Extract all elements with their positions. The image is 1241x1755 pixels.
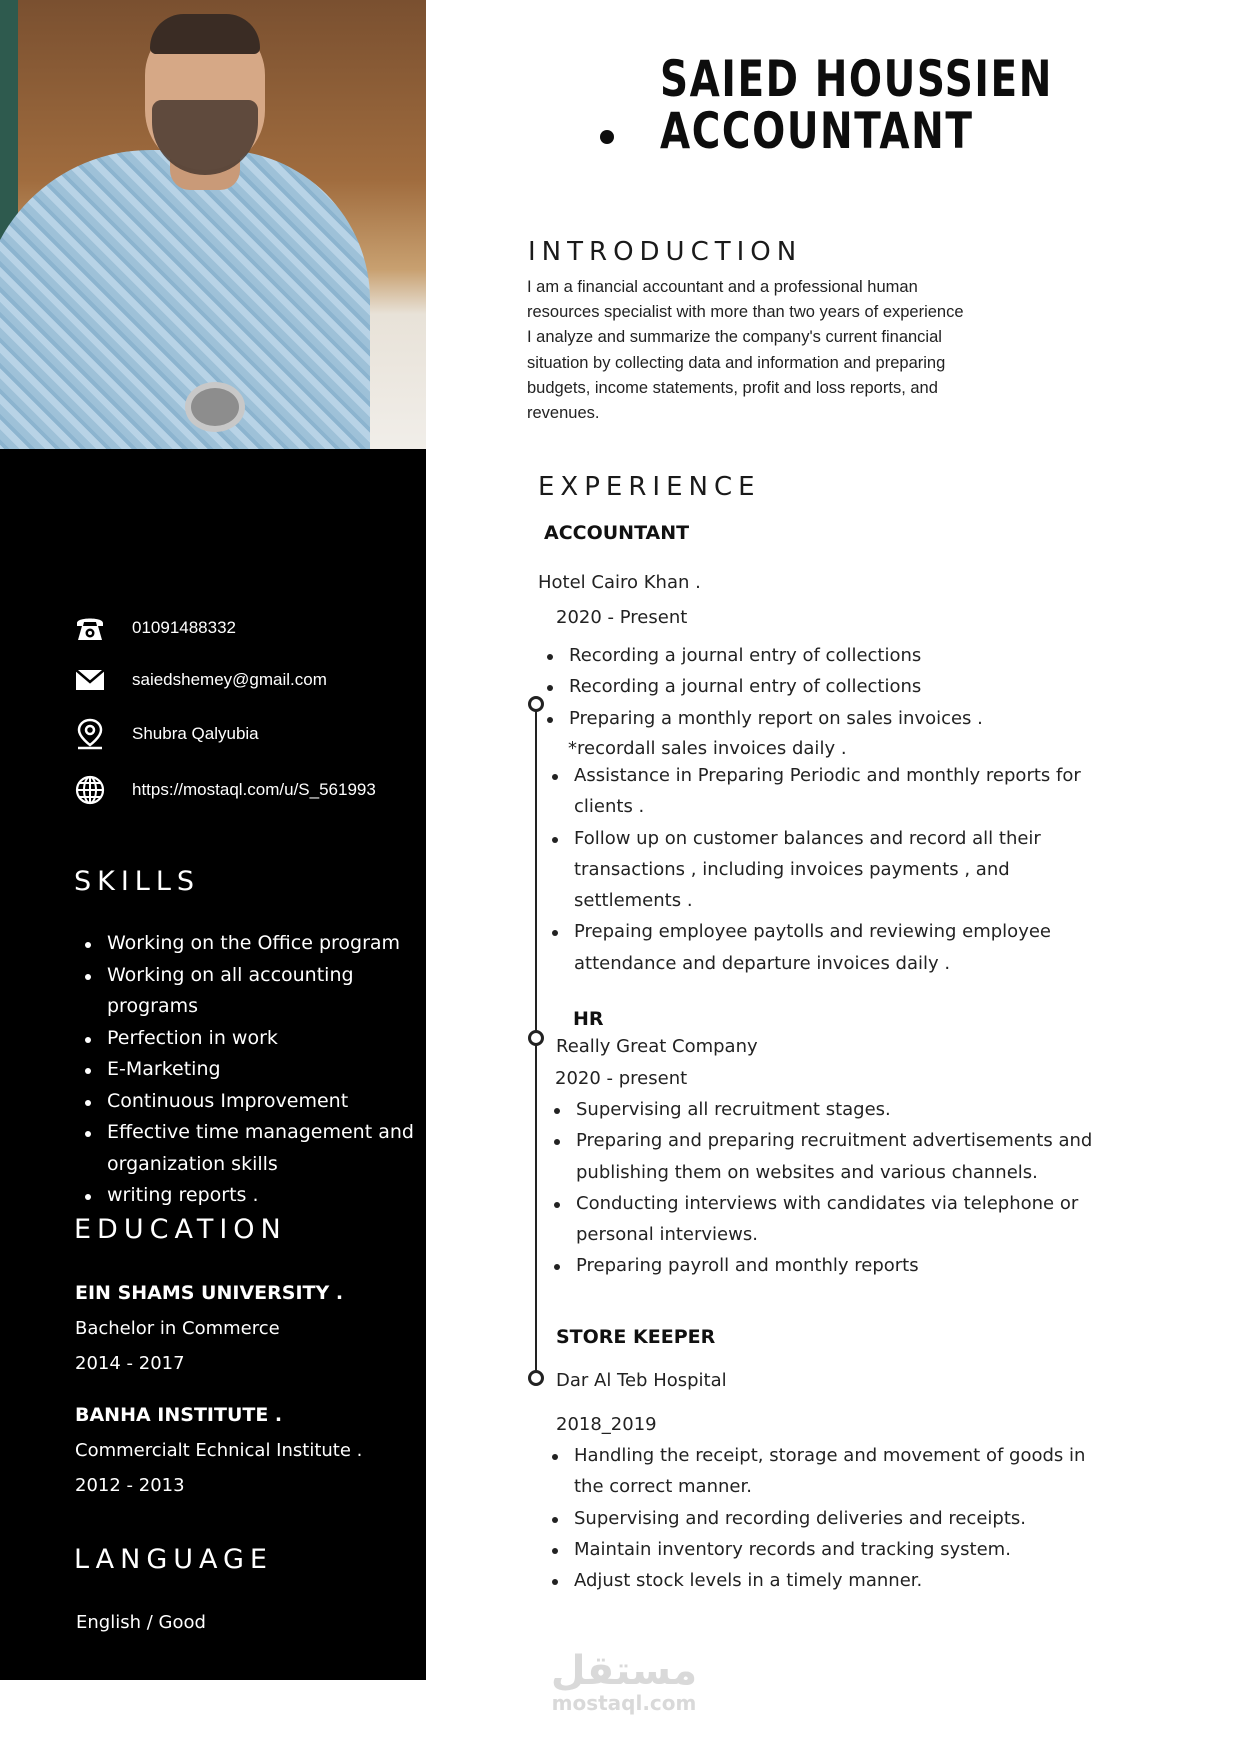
person-name: SAIED HOUSSIEN [660,50,1053,108]
contact-website [74,774,376,806]
contact-location [74,718,259,750]
phone-number[interactable]: 01091488332 [132,618,237,637]
job-title: HR [573,1008,604,1030]
education-entry [75,1404,362,1496]
list-item: Working on the Office program [82,928,422,960]
skills-list [82,928,422,1212]
job-title-row [600,102,1062,160]
job-dates: 2018_2019 [556,1414,657,1435]
language-heading: LANGUAGE [74,1544,273,1575]
email-address[interactable]: saiedshemey@gmail.com [132,670,327,689]
bullet-dot [600,130,614,144]
school-name: EIN SHAMS UNIVERSITY . [75,1282,344,1304]
profile-photo [0,0,426,449]
timeline-node [528,1370,544,1386]
list-item: E-Marketing [82,1054,422,1086]
job-title: ACCOUNTANT [660,102,974,160]
list-item: Supervising all recruitment stages. [552,1094,1122,1125]
introduction-heading: INTRODUCTION [528,237,803,267]
list-item: Supervising and recording deliveries and receipts. [550,1503,1110,1534]
degree: Commercialt Echnical Institute . [75,1440,363,1461]
skills-heading: SKILLS [74,866,201,897]
job-duties [545,640,1015,734]
mostaql-watermark [548,1650,700,1714]
website-link[interactable]: https://mostaql.com/u/S_561993 [132,780,376,799]
list-item: Assistance in Preparing Periodic and monthly reports for clients . [550,760,1100,823]
list-item: Handling the receipt, storage and movement of goods in the correct manner. [550,1440,1110,1503]
list-item: Effective time management and organization skills [82,1117,422,1180]
job-duties [550,1440,1110,1596]
list-item: Maintain inventory records and tracking system. [550,1534,1110,1565]
timeline-node [528,696,544,712]
list-item: Preparing a monthly report on sales invoices . [545,703,1015,734]
job-note: *recordall sales invoices daily . [568,738,847,759]
education-heading: EDUCATION [74,1214,287,1245]
education-entry [75,1282,343,1374]
job-title: STORE KEEPER [556,1326,716,1348]
language-value: English / Good [76,1612,206,1633]
experience-heading: EXPERIENCE [538,472,761,502]
sidebar [0,0,426,1680]
timeline-node [528,1030,544,1046]
contact-phone [74,612,236,644]
degree: Bachelor in Commerce [75,1318,280,1339]
contact-email [74,664,327,696]
phone-icon [74,612,106,644]
years: 2012 - 2013 [75,1475,185,1496]
list-item: Follow up on customer balances and record all their transactions , including invoices payments , and settlements . [550,823,1100,917]
list-item: Conducting interviews with candidates via telephone or personal interviews. [552,1188,1122,1251]
years: 2014 - 2017 [75,1353,185,1374]
list-item: Continuous Improvement [82,1086,422,1118]
list-item: Perfection in work [82,1023,422,1055]
globe-icon [74,774,106,806]
introduction-text: I am a financial accountant and a professional human resources specialist with more than two years of experience I analyze and summarize the company's current financial situation by collecting data and information and preparing budgets, income statements, profit and loss reports, and revenues. [527,278,964,423]
job-dates: 2020 - present [555,1068,688,1089]
list-item: Recording a journal entry of collections [545,671,1015,702]
list-item: Working on all accounting programs [82,960,422,1023]
location-text: Shubra Qalyubia [132,724,259,743]
school-name: BANHA INSTITUTE . [75,1404,283,1426]
job-dates: 2020 - Present [556,607,688,628]
job-title: ACCOUNTANT [544,522,690,544]
company-name: Really Great Company [556,1036,758,1057]
company-name: Dar Al Teb Hospital [556,1370,727,1391]
watermark-latin: mostaql.com [551,1691,697,1715]
list-item: Adjust stock levels in a timely manner. [550,1565,1110,1596]
job-duties [550,760,1100,979]
job-duties [552,1094,1122,1282]
list-item: Preparing payroll and monthly reports [552,1250,1122,1281]
envelope-icon [74,664,106,696]
watermark-arabic: مستقل [550,1648,698,1694]
list-item: Recording a journal entry of collections [545,640,1015,671]
list-item: writing reports . [82,1180,422,1212]
company-name: Hotel Cairo Khan . [538,572,701,593]
list-item: Preparing and preparing recruitment advertisements and publishing them on websites and various channels. [552,1125,1122,1188]
list-item: Prepaing employee paytolls and reviewing employee attendance and departure invoices daily . [550,916,1100,979]
location-pin-icon [74,718,106,750]
